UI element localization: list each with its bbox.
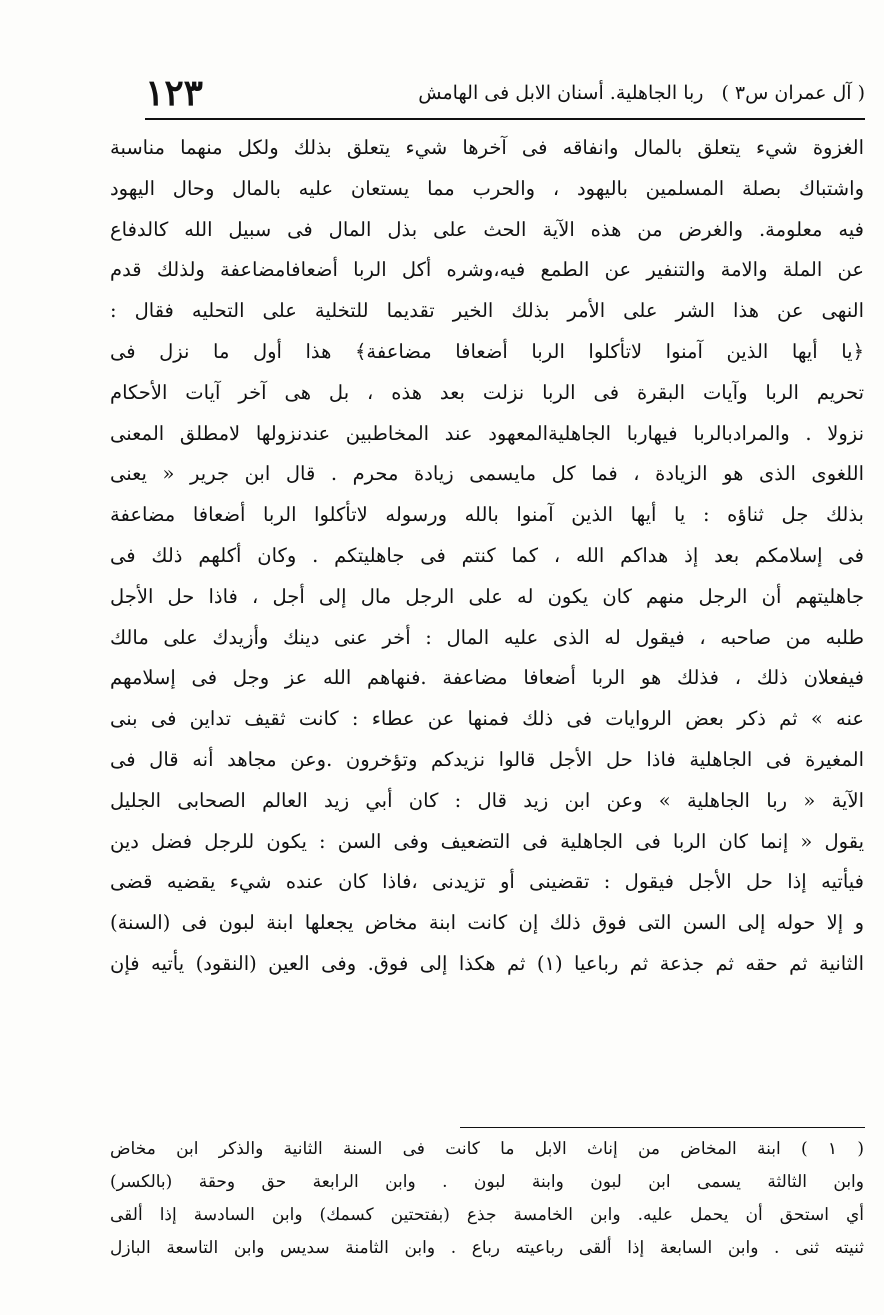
topic-label: ربا الجاهلية. أسنان الابل فى الهامش (418, 82, 704, 104)
text-line: واشتباك بصلة المسلمين باليهود ، والحرب مما يستعان عليه بالمال وحال اليهود (110, 176, 864, 200)
text-line: فيه معلومة. والغرض من هذه الآية الحث على بذل المال فى سبيل الله كالدفاع (110, 217, 864, 241)
running-title (418, 82, 865, 104)
text-line: اللغوى الذى هو الزيادة ، فما كل مايسمى زيادة محرم . قال ابن جرير « يعنى (110, 462, 864, 486)
main-text (110, 128, 864, 985)
text-line: فيفعلان ذلك ، فذلك هو الربا أضعافا مضاعفة .فنهاهم الله عز وجل فى إسلامهم (110, 666, 864, 690)
page-header (145, 72, 865, 114)
footnote-line: ثنيته ثنى . وابن السابعة إذا ألقى رباعيته رباع . وابن الثامنة سديس وابن التاسعة البازل (110, 1238, 864, 1258)
footnote-divider (460, 1127, 865, 1128)
header-divider (145, 118, 865, 120)
text-line: فى إسلامكم بعد إذ هداكم الله ، كما كنتم فى جاهليتكم . وكان أكلهم ذلك فى (110, 543, 864, 567)
text-line: نزولا . والمرادبالربا فيهاربا الجاهليةالمعهود عند المخاطبين عندنزولها لامطلق المعنى (110, 421, 864, 445)
text-line: عنه » ثم ذكر بعض الروايات فى ذلك فمنها عن عطاء : كانت ثقيف تداين فى بنى (110, 707, 864, 731)
text-line: بذلك جل ثناؤه : يا أيها الذين آمنوا بالله ورسوله لاتأكلوا الربا أضعافا مضاعفة (110, 503, 864, 527)
footnote-line: ( ١ ) ابنة المخاض من إناث الابل ما كانت فى السنة الثانية والذكر ابن مخاض (110, 1139, 864, 1159)
text-line: طلبه من صاحبه ، فيقول له الذى عليه المال : أخر عنى دينك وأزيدك على مالك (110, 625, 864, 649)
text-line: يقول « إنما كان الربا فى الجاهلية فى التضعيف وفى السن : يكون للرجل فضل دين (110, 829, 864, 853)
text-line: ﴿يا أيها الذين آمنوا لاتأكلوا الربا أضعافا مضاعفة﴾ هذا أول ما نزل فى (110, 339, 864, 363)
text-line: تحريم الربا وآيات البقرة فى الربا نزلت بعد هذه ، بل هى آخر آيات الأحكام (110, 380, 864, 404)
text-line: الآية « ربا الجاهلية » وعن ابن زيد قال : كان أبي زيد العالم الصحابى الجليل (110, 788, 864, 812)
text-line: فيأتيه إذا حل الأجل فيقول : تقضينى أو تزيدنى ،فاذا كان عنده شيء يقضيه قضى (110, 870, 864, 894)
text-line: الغزوة شيء يتعلق بالمال وانفاقه فى آخرها شيء يتعلق بذلك ولكل منهما مناسبة (110, 136, 864, 159)
text-line: عن الملة والامة والتنفير عن الطمع فيه،وشره أكل الربا أضعافامضاعفة ولذلك قدم (110, 258, 864, 282)
footnote-line: وابن الثالثة يسمى ابن لبون وابنة لبون . وابن الرابعة حق وحقة (بالكسر) (110, 1172, 864, 1192)
footnote-line: أي استحق أن يحمل عليه. وابن الخامسة جذع (بفتحتين كسمك) وابن السادسة إذا ألقى (110, 1205, 864, 1225)
text-line: و إلا حوله إلى السن التى فوق ذلك إن كانت ابنة مخاض يجعلها ابنة لبون فى (السنة) (110, 911, 864, 935)
page-number: ١٢٣ (145, 72, 204, 114)
text-line: جاهليتهم أن الرجل منهم كان يكون له على الرجل مال إلى أجل ، فاذا حل الأجل (110, 584, 864, 608)
text-line: الثانية ثم حقه ثم جذعة ثم رباعيا (١) ثم هكذا إلى فوق. وفى العين (النقود) يأتيه فإن (110, 951, 864, 975)
chapter-label: ( آل عمران س٣ ) (721, 82, 865, 104)
text-line: النهى عن هذا الشر على الأمر بذلك الخير تقديما للتخلية على التحليه فقال : (110, 299, 864, 323)
footnotes (110, 1133, 864, 1265)
text-line: المغيرة فى الجاهلية فاذا حل الأجل قالوا نزيدكم وتؤخرون .وعن مجاهد أنه قال فى (110, 747, 864, 771)
